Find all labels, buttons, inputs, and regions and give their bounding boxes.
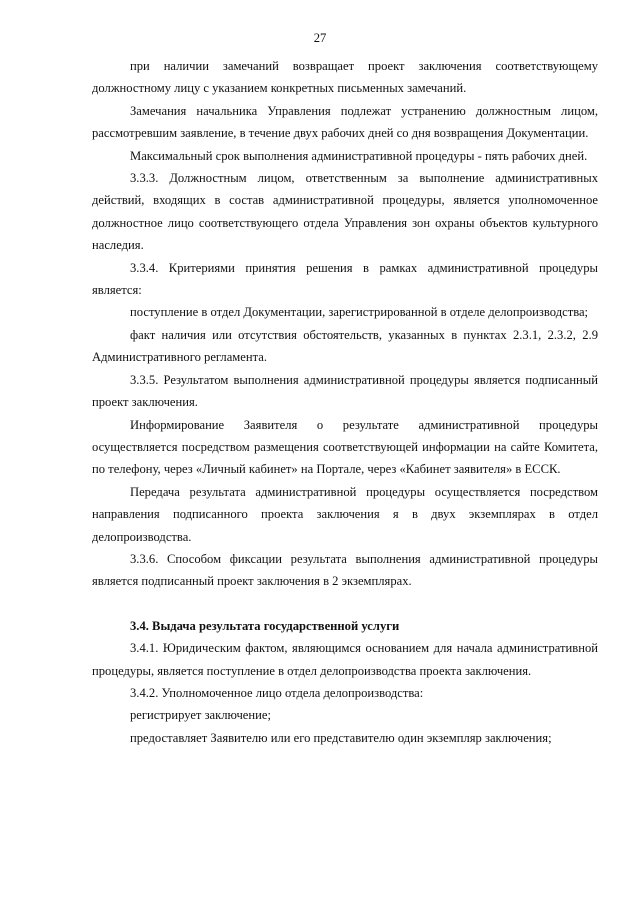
paragraph: 3.3.5. Результатом выполнения административной процедуры является подписанный проект заключения. bbox=[92, 372, 598, 410]
paragraph: 3.3.6. Способом фиксации результата выполнения административной процедуры является подписанный проект заключения в 2 экземплярах. bbox=[92, 551, 598, 589]
document-body bbox=[92, 55, 598, 749]
paragraph: 3.3.4. Критериями принятия решения в рамках административной процедуры является: bbox=[92, 260, 598, 298]
paragraph: Информирование Заявителя о результате административной процедуры осуществляется посредством размещения соответствующей информации на сайте Комитета, по телефону, через «Личный кабинет» на Портале, через «Кабинет заявителя» в ЕССК. bbox=[92, 417, 598, 477]
paragraph: факт наличия или отсутствия обстоятельств, указанных в пунктах 2.3.1, 2.3.2, 2.9 Административного регламента. bbox=[92, 327, 598, 365]
paragraph: регистрирует заключение; bbox=[130, 708, 271, 723]
paragraph: поступление в отдел Документации, зарегистрированной в отделе делопроизводства; bbox=[130, 305, 589, 320]
paragraph: 3.4.2. Уполномоченное лицо отдела делопроизводства: bbox=[130, 685, 424, 700]
paragraph: Передача результата административной процедуры осуществляется посредством направления подписанного проекта заключения я в двух экземплярах в отдел делопроизводства. bbox=[92, 484, 598, 544]
paragraph: Максимальный срок выполнения административной процедуры - пять рабочих дней. bbox=[130, 148, 588, 163]
paragraph: 3.4.1. Юридическим фактом, являющимся основанием для начала административной процедуры, является поступление в отдел делопроизводства проекта заключения. bbox=[92, 641, 598, 678]
paragraph: Замечания начальника Управления подлежат устранению должностным лицом, рассмотревшим заявление, в течение двух рабочих дней со дня возвращения Документации. bbox=[92, 103, 598, 141]
section-spacer bbox=[92, 593, 598, 615]
paragraph: предоставляет Заявителю или его представителю один экземпляр заключения; bbox=[130, 730, 552, 745]
section-heading: 3.4. Выдача результата государственной услуги bbox=[130, 618, 400, 633]
page-number: 27 bbox=[313, 31, 327, 45]
paragraph: при наличии замечаний возвращает проект заключения соответствующему должностному лицу с указанием конкретных письменных замечаний. bbox=[92, 59, 598, 96]
paragraph: 3.3.3. Должностным лицом, ответственным за выполнение административных действий, входящих в состав административной процедуры, является уполномоченное должностное лицо соответствующего отдела Управления зон охраны объектов культурного наследия. bbox=[92, 171, 598, 253]
